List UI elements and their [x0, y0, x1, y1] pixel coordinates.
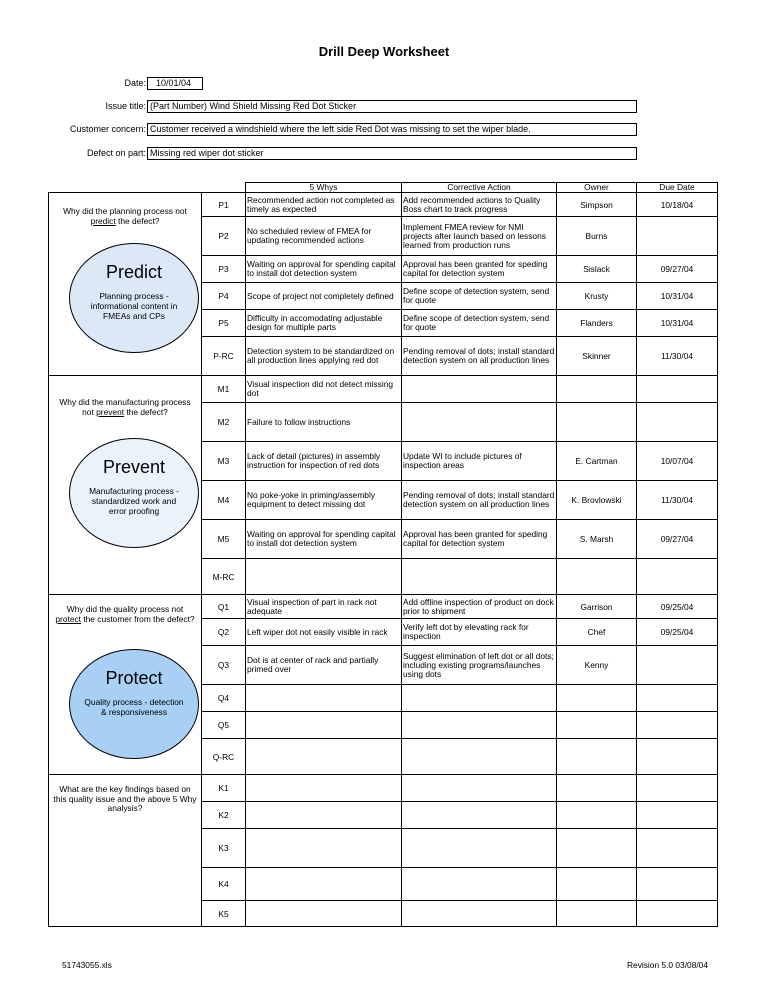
owner-cell[interactable]: Flanders: [557, 310, 637, 337]
worksheet-title: Drill Deep Worksheet: [318, 44, 450, 59]
due-date-cell[interactable]: [637, 559, 718, 595]
due-date-cell[interactable]: 11/30/04: [637, 481, 718, 520]
action-cell[interactable]: [402, 712, 557, 739]
row-code: Q4: [202, 685, 246, 712]
why-cell[interactable]: Visual inspection of part in rack not adequate: [246, 595, 402, 619]
owner-cell[interactable]: [557, 802, 637, 829]
predict-circle-title: Predict: [105, 262, 163, 282]
why-cell[interactable]: [246, 829, 402, 868]
row-code: M-RC: [202, 559, 246, 595]
why-cell[interactable]: Difficulty in accomodating adjustable design for multiple parts: [246, 310, 402, 337]
due-date-cell[interactable]: [637, 646, 718, 685]
row-code: K3: [202, 829, 246, 868]
row-code: Q-RC: [202, 739, 246, 775]
why-cell[interactable]: Waiting on approval for spending capital to install dot detection system: [246, 520, 402, 559]
row-code: M4: [202, 481, 246, 520]
owner-cell[interactable]: Kenny: [557, 646, 637, 685]
issue-title-label: Issue title:: [105, 101, 146, 111]
predict-section: [49, 193, 202, 376]
row-code: Q2: [202, 619, 246, 646]
table-row: [49, 595, 718, 619]
why-cell[interactable]: [246, 739, 402, 775]
owner-cell[interactable]: Garrison: [557, 595, 637, 619]
why-cell[interactable]: [246, 712, 402, 739]
action-cell[interactable]: [402, 685, 557, 712]
due-date-cell[interactable]: [637, 829, 718, 868]
owner-cell[interactable]: [557, 901, 637, 927]
action-cell[interactable]: Update WI to include pictures of inspection areas: [402, 442, 557, 481]
date-field[interactable]: 10/01/04: [147, 77, 203, 90]
owner-cell[interactable]: [557, 868, 637, 901]
owner-cell[interactable]: [557, 685, 637, 712]
due-date-cell[interactable]: [637, 403, 718, 442]
due-date-cell[interactable]: [637, 901, 718, 927]
key-findings-section: [49, 775, 202, 927]
action-cell[interactable]: Implement FMEA review for NMI projects after launch based on lessons learned from production runs: [402, 217, 557, 256]
due-date-cell[interactable]: [637, 775, 718, 802]
due-date-cell[interactable]: 09/25/04: [637, 595, 718, 619]
why-cell[interactable]: Detection system to be standardized on all production lines applying red dot: [246, 337, 402, 376]
column-header-row: [49, 183, 718, 193]
action-cell[interactable]: [402, 739, 557, 775]
col-header-owner: Owner: [557, 183, 637, 193]
why-cell[interactable]: No scheduled review of FMEA for updating recommended actions: [246, 217, 402, 256]
why-cell[interactable]: [246, 802, 402, 829]
due-date-cell[interactable]: [637, 685, 718, 712]
prevent-section: [49, 376, 202, 595]
issue-title-field[interactable]: (Part Number) Wind Shield Missing Red Dot Sticker: [147, 100, 637, 113]
action-cell[interactable]: Approval has been granted for speding capital for detection system: [402, 256, 557, 283]
date-label: Date:: [124, 78, 146, 88]
why-cell[interactable]: Left wiper dot not easily visible in rack: [246, 619, 402, 646]
prevent-circle-text: Manufacturing process - standardized work and error proofing: [89, 486, 179, 516]
due-date-cell[interactable]: 09/27/04: [637, 256, 718, 283]
row-code: K2: [202, 802, 246, 829]
action-cell[interactable]: [402, 403, 557, 442]
protect-circle: [69, 649, 199, 759]
row-code: K5: [202, 901, 246, 927]
action-cell[interactable]: Define scope of detection system, send for quote: [402, 310, 557, 337]
why-cell[interactable]: Visual inspection did not detect missing dot: [246, 376, 402, 403]
due-date-cell[interactable]: 11/30/04: [637, 337, 718, 376]
due-date-cell[interactable]: 09/27/04: [637, 520, 718, 559]
defect-on-part-label: Defect on part:: [86, 148, 146, 158]
action-cell[interactable]: Define scope of detection system, send for quote: [402, 283, 557, 310]
row-code: K4: [202, 868, 246, 901]
protect-section: [49, 595, 202, 775]
why-cell[interactable]: Failure to follow instructions: [246, 403, 402, 442]
row-code: P-RC: [202, 337, 246, 376]
why-cell[interactable]: [246, 901, 402, 927]
due-date-cell[interactable]: 10/18/04: [637, 193, 718, 217]
table-row: [49, 193, 718, 217]
row-code: Q5: [202, 712, 246, 739]
row-code: Q1: [202, 595, 246, 619]
why-cell[interactable]: [246, 868, 402, 901]
row-code: P5: [202, 310, 246, 337]
row-code: M5: [202, 520, 246, 559]
owner-cell[interactable]: [557, 739, 637, 775]
col-header-5-whys: 5 Whys: [246, 183, 402, 193]
footer-revision: Revision 5.0 03/08/04: [626, 960, 708, 970]
action-cell[interactable]: Approval has been granted for speding capital for detection system: [402, 520, 557, 559]
row-code: Q3: [202, 646, 246, 685]
due-date-cell[interactable]: [637, 217, 718, 256]
owner-cell[interactable]: [557, 712, 637, 739]
table-row: [49, 376, 718, 403]
prevent-question: Why did the manufacturing process not prevent the defect?: [59, 397, 191, 417]
action-cell[interactable]: Add recommended actions to Quality Boss chart to track progress: [402, 193, 557, 217]
why-cell[interactable]: Recommended action not completed as timely as expected: [246, 193, 402, 217]
action-cell[interactable]: Add offline inspection of product on dock prior to shipment: [402, 595, 557, 619]
defect-on-part-field[interactable]: Missing red wiper dot sticker: [147, 147, 637, 160]
predict-circle: [69, 243, 199, 353]
why-cell[interactable]: [246, 775, 402, 802]
owner-cell[interactable]: Sislack: [557, 256, 637, 283]
action-cell[interactable]: [402, 868, 557, 901]
owner-cell[interactable]: [557, 829, 637, 868]
customer-concern-label: Customer concern:: [69, 124, 146, 134]
due-date-cell[interactable]: 10/31/04: [637, 283, 718, 310]
owner-cell[interactable]: [557, 559, 637, 595]
col-header-corrective-action: Corrective Action: [402, 183, 557, 193]
due-date-cell[interactable]: [637, 868, 718, 901]
prevent-circle: [69, 438, 199, 548]
owner-cell[interactable]: E. Cartman: [557, 442, 637, 481]
row-code: M2: [202, 403, 246, 442]
customer-concern-field[interactable]: Customer received a windshield where the left side Red Dot was missing to set the wiper blade.: [147, 123, 637, 136]
owner-cell[interactable]: [557, 376, 637, 403]
action-cell[interactable]: [402, 559, 557, 595]
owner-cell[interactable]: K. Brovlowski: [557, 481, 637, 520]
row-code: K1: [202, 775, 246, 802]
defect-row: [0, 147, 146, 160]
concern-row: [0, 123, 146, 136]
due-date-cell[interactable]: [637, 376, 718, 403]
why-cell[interactable]: No poke-yoke in priming/assembly equipment to detect missing dot: [246, 481, 402, 520]
row-code: M1: [202, 376, 246, 403]
due-date-cell[interactable]: 09/25/04: [637, 619, 718, 646]
action-cell[interactable]: [402, 802, 557, 829]
action-cell[interactable]: Suggest elimination of left dot or all dots; including existing programs/launches using dots: [402, 646, 557, 685]
action-cell[interactable]: Verify left dot by elevating rack for inspection: [402, 619, 557, 646]
owner-cell[interactable]: [557, 775, 637, 802]
row-code: P2: [202, 217, 246, 256]
owner-cell[interactable]: Burns: [557, 217, 637, 256]
protect-circle-text: Quality process - detection & responsiveness: [84, 697, 184, 717]
prevent-circle-title: Prevent: [102, 457, 166, 477]
action-cell[interactable]: [402, 829, 557, 868]
row-code: P1: [202, 193, 246, 217]
action-cell[interactable]: Pending removal of dots; install standard detection system on all production lines: [402, 481, 557, 520]
due-date-cell[interactable]: 10/07/04: [637, 442, 718, 481]
footer-filename: 51743055.xls: [62, 960, 112, 970]
predict-question: Why did the planning process not predict the defect?: [63, 206, 187, 226]
why-cell[interactable]: Waiting on approval for spending capital to install dot detection system: [246, 256, 402, 283]
why-cell[interactable]: [246, 559, 402, 595]
why-cell[interactable]: Scope of project not completely defined: [246, 283, 402, 310]
due-date-cell[interactable]: 10/31/04: [637, 310, 718, 337]
why-cell[interactable]: [246, 685, 402, 712]
protect-circle-title: Protect: [105, 668, 163, 688]
date-row: [0, 77, 146, 90]
owner-cell[interactable]: Chef: [557, 619, 637, 646]
owner-cell[interactable]: Krusty: [557, 283, 637, 310]
col-header-due-date: Due Date: [637, 183, 718, 193]
owner-cell[interactable]: Simpson: [557, 193, 637, 217]
action-cell[interactable]: [402, 376, 557, 403]
predict-circle-text: Planning process - informational content in FMEAs and CPs: [90, 291, 178, 321]
owner-cell[interactable]: Skinner: [557, 337, 637, 376]
why-cell[interactable]: Dot is at center of rack and partially primed over: [246, 646, 402, 685]
owner-cell[interactable]: S. Marsh: [557, 520, 637, 559]
why-cell[interactable]: Lack of detail (pictures) in assembly instruction for inspection of red dots: [246, 442, 402, 481]
row-code: P4: [202, 283, 246, 310]
due-date-cell[interactable]: [637, 802, 718, 829]
issue-row: [0, 100, 146, 113]
key-findings-question: What are the key findings based on this quality issue and the above 5 Why analysis?: [53, 784, 197, 813]
owner-cell[interactable]: [557, 403, 637, 442]
five-whys-table: [48, 182, 718, 927]
row-code: P3: [202, 256, 246, 283]
row-code: M3: [202, 442, 246, 481]
action-cell[interactable]: [402, 775, 557, 802]
action-cell[interactable]: Pending removal of dots; install standard detection system on all production lines: [402, 337, 557, 376]
due-date-cell[interactable]: [637, 739, 718, 775]
action-cell[interactable]: [402, 901, 557, 927]
table-row: [49, 775, 718, 802]
due-date-cell[interactable]: [637, 712, 718, 739]
protect-question: Why did the quality process not protect the customer from the defect?: [55, 604, 195, 624]
